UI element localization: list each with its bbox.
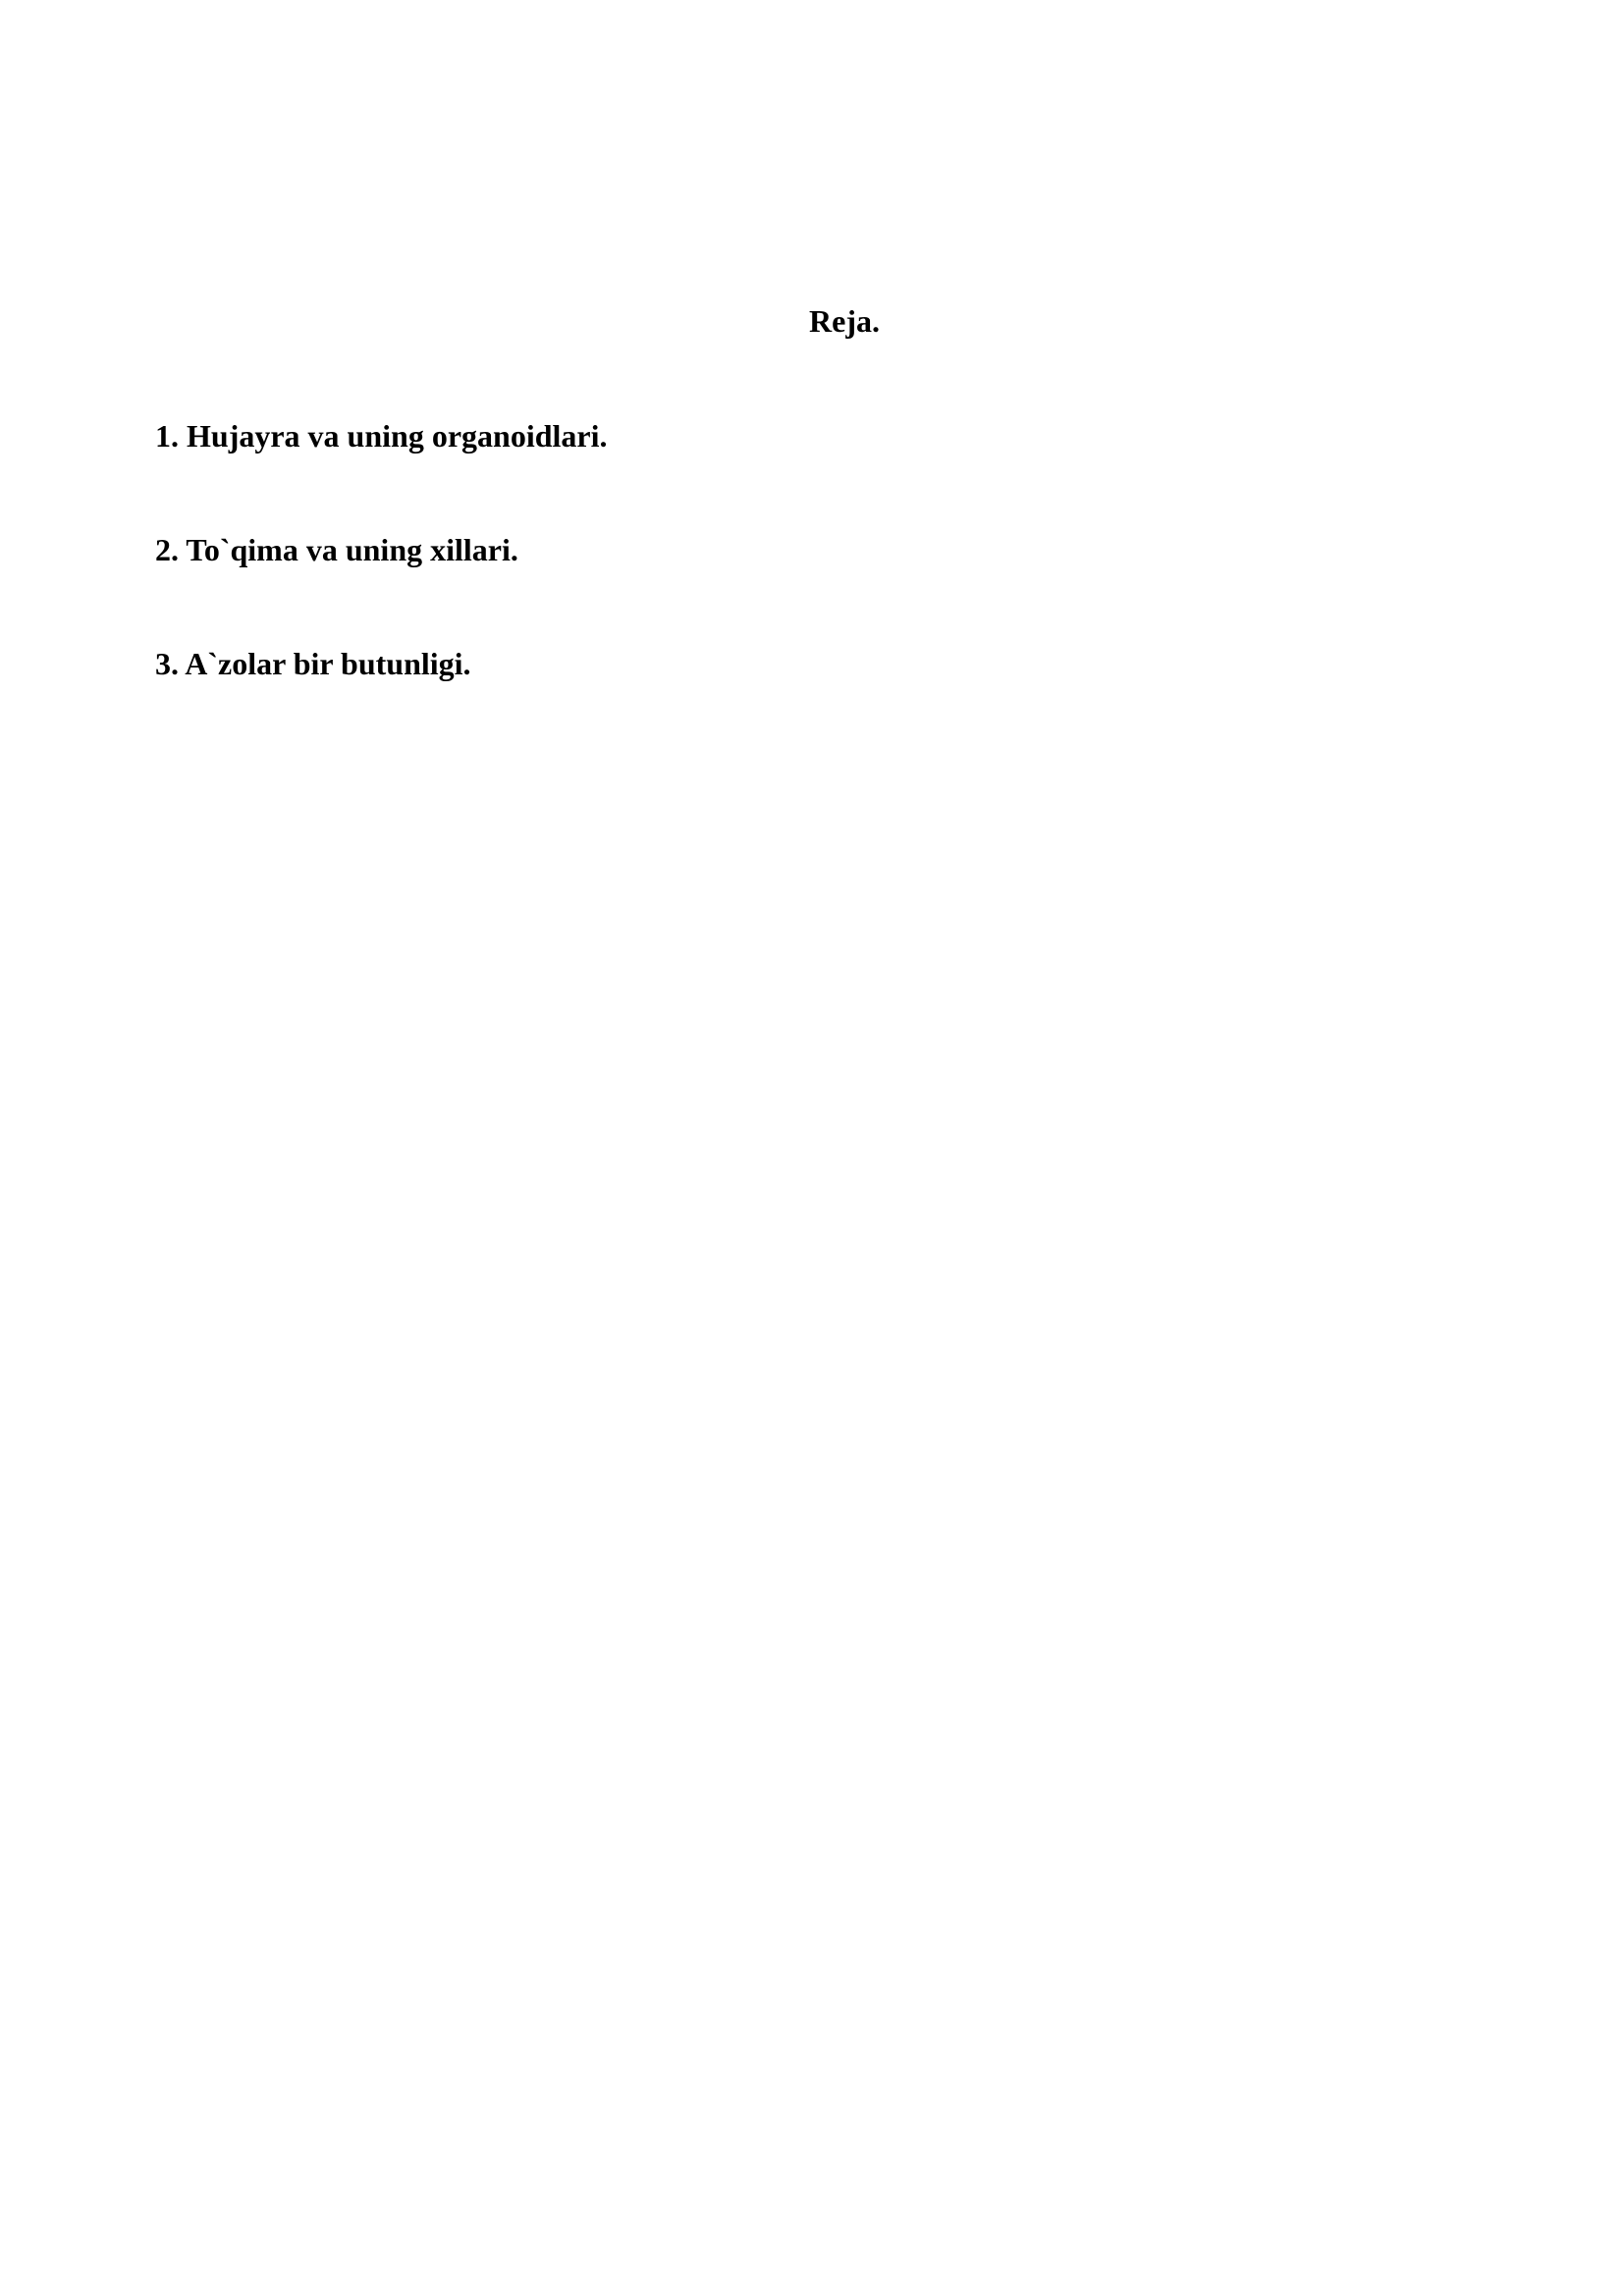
plan-list	[155, 416, 608, 758]
plan-item-3: 3. A`zolar bir butunligi.	[155, 646, 471, 681]
page-title: Reja.	[809, 303, 880, 339]
plan-item-2: 2. To`qima va uning xillari.	[155, 532, 518, 567]
plan-item-1: 1. Hujayra va uning organoidlari.	[155, 418, 608, 454]
